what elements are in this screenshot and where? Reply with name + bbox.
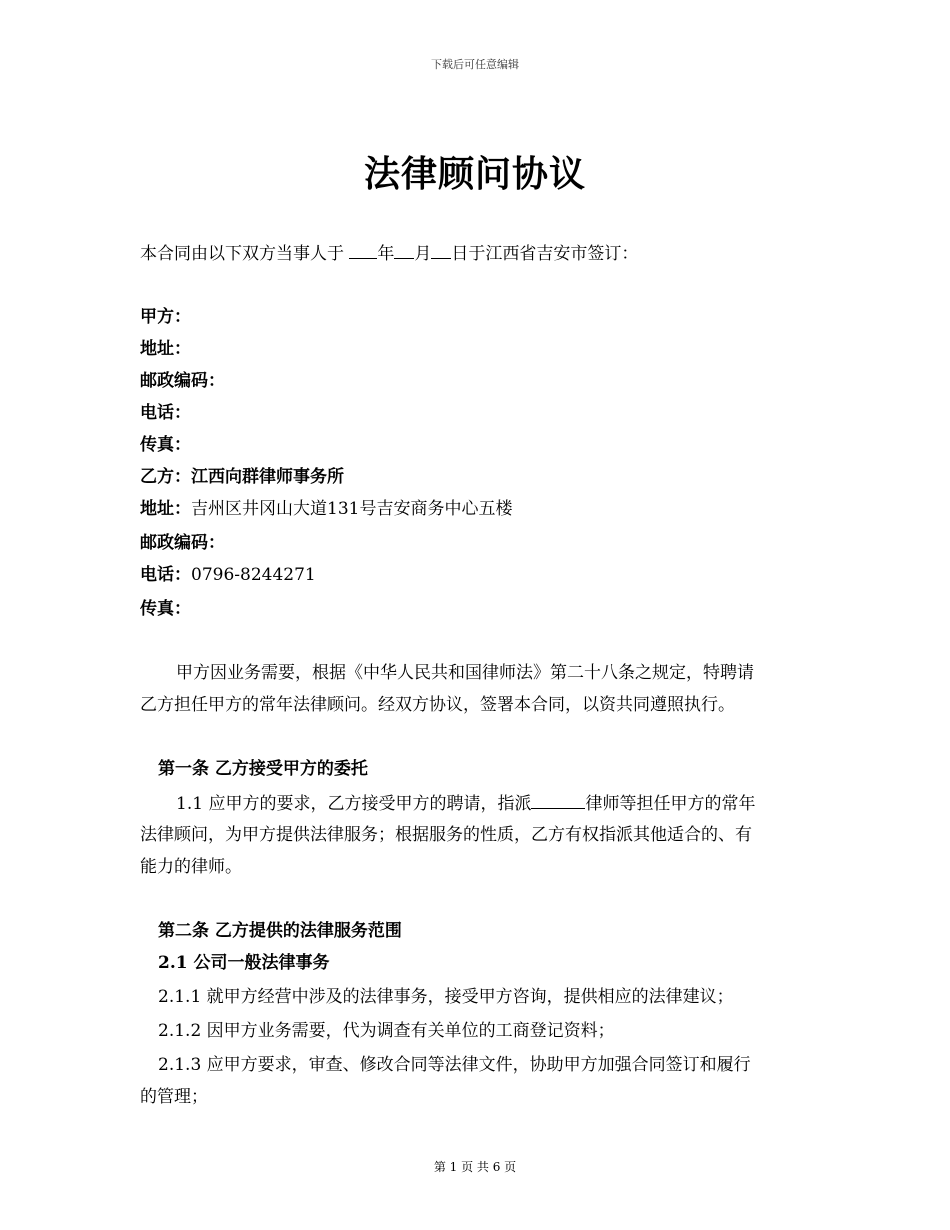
article-1-heading: 第一条 乙方接受甲方的委托	[158, 759, 368, 779]
article-2-item-3: 2.1.3 应甲方要求，审查、修改合同等法律文件，协助甲方加强合同签订和履行	[158, 1055, 751, 1075]
party-b-phone-line	[140, 564, 316, 586]
article-1-para-line-2: 法律顾问，为甲方提供法律服务；根据服务的性质，乙方有权指派其他适合的、有	[140, 825, 752, 845]
article-1-para-line-1	[176, 792, 755, 815]
party-b-name-label: 乙方：	[140, 467, 191, 487]
day-blank	[431, 242, 451, 259]
document-title: 法律顾问协议	[363, 153, 586, 195]
party-a-name: 甲方：	[140, 307, 191, 327]
party-a-postcode: 邮政编码：	[140, 371, 225, 391]
party-b-address-line	[140, 498, 512, 520]
intro-suffix: 日于江西省吉安市签订：	[451, 244, 639, 264]
party-b-name-value: 江西向群律师事务所	[191, 467, 344, 487]
article-2-item-3-cont: 的管理；	[140, 1087, 208, 1107]
header-note: 下载后可任意编辑	[431, 58, 519, 71]
article-2-heading: 第二条 乙方提供的法律服务范围	[158, 921, 402, 941]
party-b-phone-value: 0796-8244271	[191, 565, 316, 585]
party-b-address-value: 吉州区井冈山大道131号吉安商务中心五楼	[191, 499, 513, 519]
article-1-para-line-3: 能力的律师。	[140, 857, 242, 877]
preamble-line-1: 甲方因业务需要，根据《中华人民共和国律师法》第二十八条之规定，特聘请	[176, 663, 754, 683]
preamble-line-2: 乙方担任甲方的常年法律顾问。经双方协议，签署本合同，以资共同遵照执行。	[140, 695, 735, 715]
lawyer-name-blank	[531, 792, 585, 809]
party-a-fax: 传真：	[140, 435, 191, 455]
intro-prefix: 本合同由以下双方当事人于	[140, 244, 344, 264]
page-footer: 第 1 页 共 6 页	[433, 1160, 517, 1174]
party-b-name-line	[140, 466, 344, 488]
party-b-phone-label: 电话：	[140, 565, 191, 585]
article-2-subheading: 2.1 公司一般法律事务	[158, 953, 330, 973]
article-1-para-suffix: 律师等担任甲方的常年	[585, 794, 756, 814]
article-2-item-2: 2.1.2 因甲方业务需要，代为调查有关单位的工商登记资料；	[158, 1021, 615, 1041]
article-2-item-1: 2.1.1 就甲方经营中涉及的法律事务，接受甲方咨询，提供相应的法律建议；	[158, 987, 734, 1007]
party-a-address: 地址：	[140, 339, 191, 359]
month-blank	[394, 242, 414, 259]
party-b-address-label: 地址：	[140, 499, 191, 519]
article-1-para-prefix: 1.1 应甲方的要求，乙方接受甲方的聘请，指派	[176, 794, 532, 814]
party-b-postcode: 邮政编码：	[140, 533, 225, 553]
party-b-fax: 传真：	[140, 599, 191, 619]
party-a-phone: 电话：	[140, 403, 191, 423]
intro-line	[140, 242, 638, 265]
intro-month: 月	[414, 244, 432, 264]
year-blank	[349, 242, 377, 259]
intro-year: 年	[377, 244, 395, 264]
